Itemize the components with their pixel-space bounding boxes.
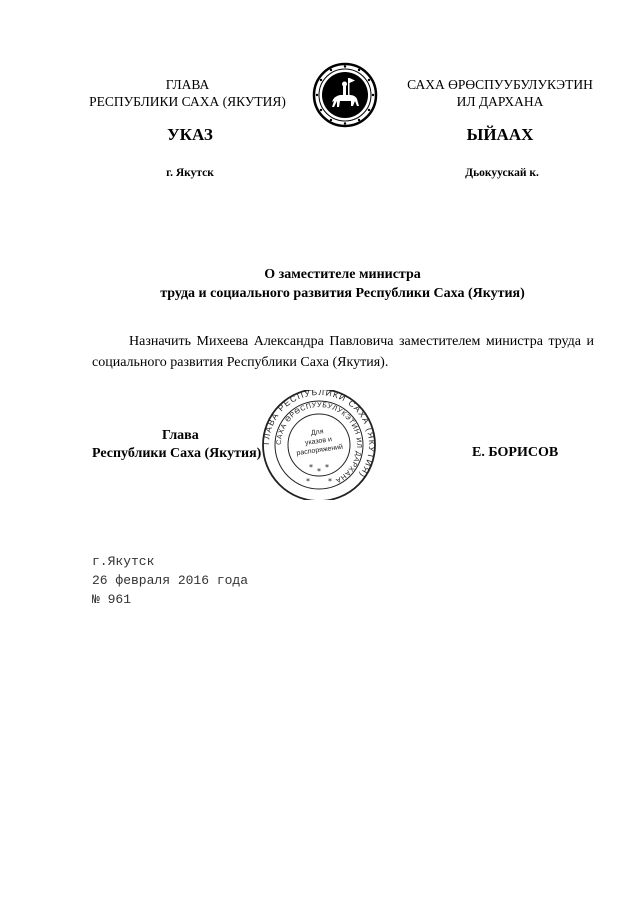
seal-star-icon: *	[325, 463, 329, 472]
signature-position-line2: Республики Саха (Якутия)	[92, 446, 262, 461]
seal-star-icon: *	[309, 463, 313, 472]
issuer-right	[395, 76, 605, 110]
seal-outer-text: ГЛАВА РЕСПУБЛИКИ САХА (ЯКУТИЯ)	[260, 390, 378, 481]
seal-center-line1: Для	[310, 428, 324, 437]
seal-star-icon: *	[328, 477, 332, 486]
doc-type-right: ЫЙААХ	[466, 125, 534, 144]
document-title-line2: труда и социального развития Республики Саха (Якутия)	[160, 286, 525, 301]
footer-date: 26 февраля 2016 года	[92, 573, 249, 588]
doc-type-left: УКАЗ	[167, 125, 213, 144]
document-title-line1: О заместителе министра	[264, 267, 421, 282]
footer-block	[92, 552, 248, 609]
seal-star-icon: *	[317, 467, 321, 476]
footer-city: г.Якутск	[92, 554, 155, 569]
issuer-left	[80, 76, 295, 110]
city-left: г. Якутск	[166, 167, 214, 179]
issuer-right-line2: ИЛ ДАРХАНА	[456, 94, 544, 109]
seal-center-line3: распоряжений	[296, 443, 344, 458]
document-title	[90, 265, 595, 303]
seal-center-line2: указов и	[304, 436, 333, 447]
signature-position-line1: Глава	[162, 428, 199, 443]
decree-paragraph: Назначить Михеева Александра Павловича заместителем министра труда и социального развития Республики Саха (Якутия).	[92, 334, 594, 370]
seal-star-icon: *	[306, 477, 310, 486]
issuer-right-line1: САХА ӨРӨСПУУБУЛУКЭТИН	[407, 77, 593, 92]
signature-position	[92, 427, 282, 463]
signatory-name: Е. БОРИСОВ	[472, 445, 559, 460]
issuer-left-line1: ГЛАВА	[165, 77, 210, 92]
city-right: Дьокуускай к.	[465, 167, 539, 179]
footer-number: № 961	[92, 592, 132, 607]
issuer-left-line2: РЕСПУБЛИКИ САХА (ЯКУТИЯ)	[89, 94, 286, 109]
seal-inner-text: САХА ӨРӨСПУУБУЛУКЭТИН ИЛ ДАРХАНА	[275, 401, 363, 484]
coat-of-arms-icon	[312, 62, 378, 128]
